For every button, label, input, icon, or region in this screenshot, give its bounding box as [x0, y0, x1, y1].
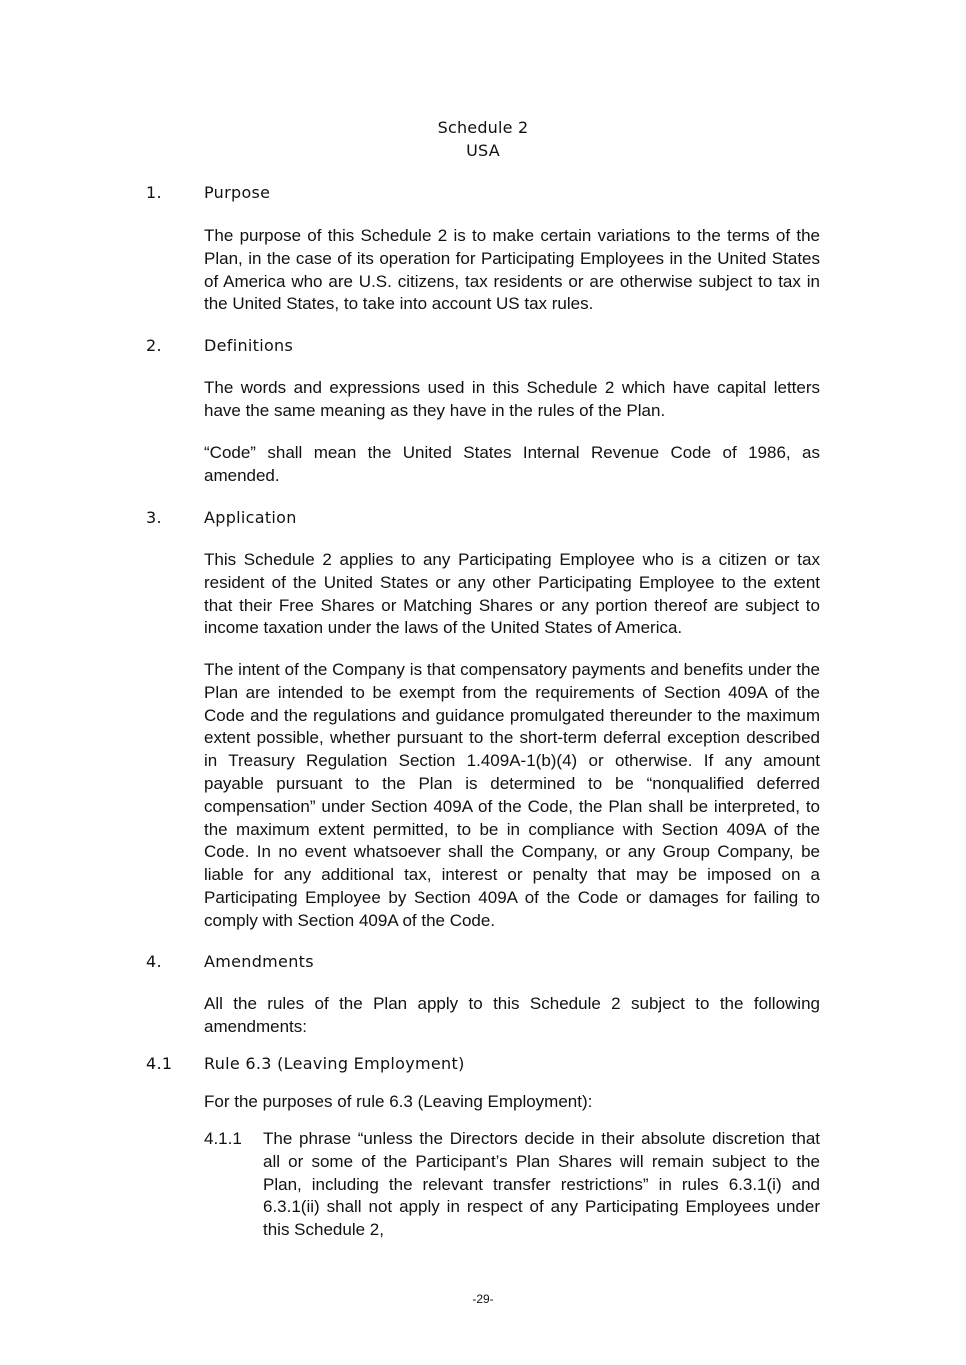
section-number: 4. — [146, 952, 162, 971]
section-409a-paragraph: The intent of the Company is that compensatory payments and benefits under the Plan are intended to be exempt from the requirements of Section 409A of the Code and the regulations and guidance promulgated thereunder to the maximum extent possible, whether pursuant to the short-term deferral exception described in Treasury Regulation Section 1.409A-1(b)(4) or otherwise. If any amount payable pursuant to the Plan is determined to be “nonqualified deferred compensation” under Section 409A of the Code, the Plan shall be interpreted, to the maximum extent permitted, to be in compliance with Section 409A of the Code. In no event whatsoever shall the Company, or any Group Company, be liable for any additional tax, interest or penalty that may be imposed on a Participating Employee by Section 409A of the Code or damages for failing to comply with Section 409A of the Code. — [204, 660, 820, 930]
subsection-intro: For the purposes of rule 6.3 (Leaving Employment): — [204, 1092, 593, 1111]
section-number: 3. — [146, 508, 162, 527]
section-title: Definitions — [204, 336, 294, 355]
definitions-paragraph: The words and expressions used in this Schedule 2 which have capital letters have the same meaning as they have in the rules of the Plan. — [204, 378, 820, 420]
subsection-number: 4.1 — [146, 1054, 173, 1073]
purpose-paragraph: The purpose of this Schedule 2 is to make certain variations to the terms of the Plan, in the case of its operation for Participating Employees in the United States of America who are U.S. citizens, tax residents or are otherwise subject to tax in the United States, to take into account US tax rules. — [204, 226, 820, 314]
section-number: 1. — [146, 183, 162, 202]
item-text: The phrase “unless the Directors decide in their absolute discretion that all or some of the Participant’s Plan Shares will remain subject to the Plan, including the relevant transfer restrictions” in rules 6.3.1(i) and 6.3.1(ii) shall not apply in respect of any Participating Employees under this Schedule 2, — [263, 1129, 820, 1240]
page-number: -29- — [472, 1292, 494, 1306]
schedule-country: USA — [466, 141, 500, 160]
section-title: Purpose — [204, 183, 271, 202]
section-number: 2. — [146, 336, 162, 355]
section-title: Application — [204, 508, 297, 527]
subsection-title: Rule 6.3 (Leaving Employment) — [204, 1054, 465, 1073]
section-title: Amendments — [204, 952, 314, 971]
item-number: 4.1.1 — [204, 1129, 242, 1148]
application-paragraph: This Schedule 2 applies to any Participating Employee who is a citizen or tax resident of the United States or any other Participating Employee to the extent that their Free Shares or Matching Shares or any portion thereof are subject to income taxation under the laws of the United States of America. — [204, 550, 820, 638]
amendments-paragraph: All the rules of the Plan apply to this Schedule 2 subject to the following amendments: — [204, 994, 820, 1036]
schedule-title: Schedule 2 — [437, 118, 529, 137]
code-definition-paragraph: “Code” shall mean the United States Internal Revenue Code of 1986, as amended. — [204, 443, 820, 485]
